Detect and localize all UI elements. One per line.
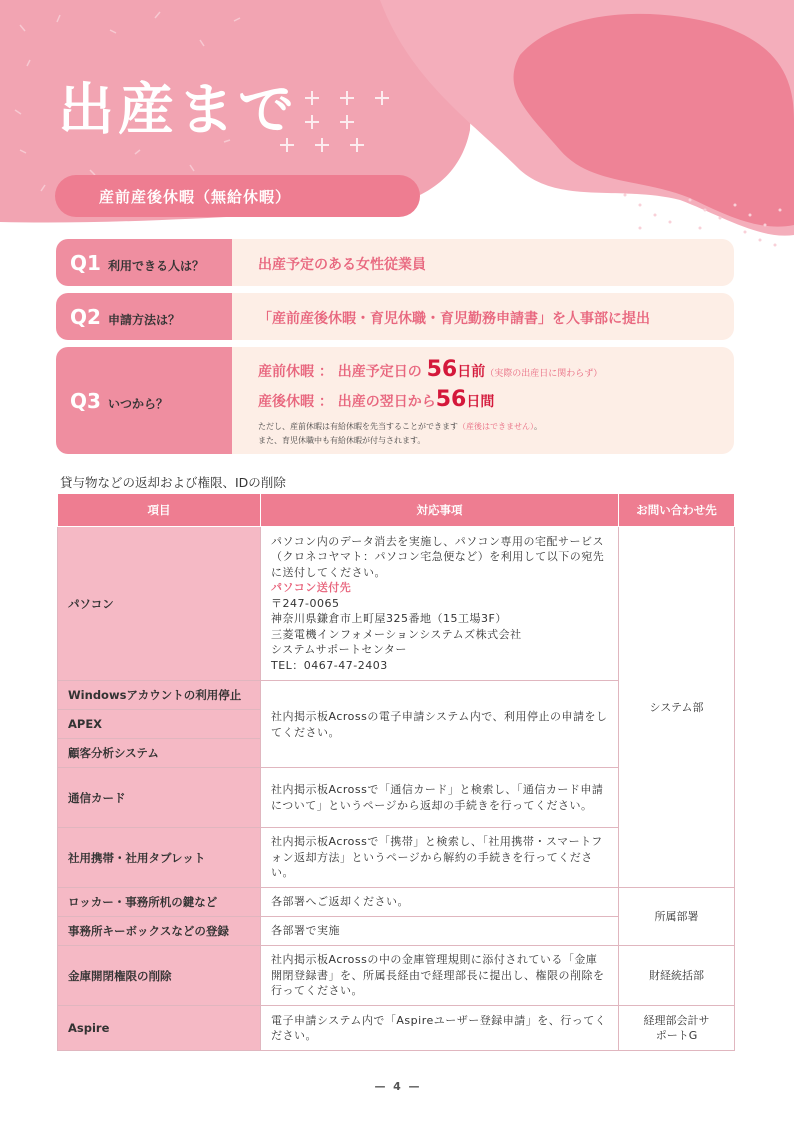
qa-row-q2 — [56, 293, 734, 340]
qa-row-q3 — [56, 347, 734, 454]
note-line-2: また、育児休職中も有給休暇が付与されます。 — [258, 436, 426, 445]
table-row — [58, 527, 735, 681]
row-contact: 経理部会計サポートG — [619, 1006, 735, 1051]
row-desc: 各部署へご返却ください。 — [261, 888, 619, 917]
row-desc: 社内掲示板Acrossの中の金庫管理規則に添付されている「金庫開閉登録書」を、所属長経由で経理部長に提出し、権限の削除を行ってください。 — [261, 946, 619, 1006]
header-contact: お問い合わせ先 — [619, 494, 735, 527]
table-row — [58, 1006, 735, 1051]
row-item: 通信カード — [58, 768, 261, 828]
q-number: Q3 — [70, 389, 101, 413]
table-title: 貸与物などの返却および権限、IDの削除 — [60, 475, 286, 490]
row-desc: パソコン内のデータ消去を実施し、パソコン専用の宅配サービス（クロネコヤマト：パソコン宅急便など）を利用して以下の宛先に送付してください。 パソコン送付先 〒247-0065 神奈川県鎌倉市上町屋325番地（15工場3F） 三菱電機インフォメーションシステムズ株式会社 システムサポートセンター TEL：0467-47-2403 — [261, 527, 619, 681]
q-answer: 「産前産後休暇・育児休職・育児勤務申請書」を人事部に提出 — [258, 311, 650, 327]
row-item: ロッカー・事務所机の鍵など — [58, 888, 261, 917]
row-item: 社用携帯・社用タブレット — [58, 828, 261, 888]
row-desc: 電子申請システム内で「Aspireユーザー登録申請」を、行ってください。 — [261, 1006, 619, 1051]
q-number: Q2 — [70, 305, 101, 329]
row-desc: 各部署で実施 — [261, 917, 619, 946]
q-number: Q1 — [70, 251, 101, 275]
row-desc: 社内掲示板Acrossの電子申請システム内で、利用停止の申請をしてください。 — [261, 681, 619, 768]
row-item: パソコン — [58, 527, 261, 681]
row-contact: システム部 — [619, 527, 735, 888]
row-desc: 社内掲示板Acrossで「携帯」と検索し、「社用携帯・スマートフォン返却方法」というページから解約の手続きを行ってください。 — [261, 828, 619, 888]
qa-row-q1 — [56, 239, 734, 286]
note-line-1: ただし、産前休暇は有給休暇を先当することができます（産後はできません）。 — [258, 422, 542, 431]
q-question: 申請方法は？ — [108, 313, 181, 327]
row-item: 顧客分析システム — [58, 739, 261, 768]
row-item: Windowsアカウントの利用停止 — [58, 681, 261, 710]
postnatal-days: 56 — [435, 387, 467, 412]
section-pill — [55, 175, 420, 217]
header-item: 項目 — [58, 494, 261, 527]
postnatal-leave-line: 産後休暇 ： 出産の翌日から56日間 — [258, 387, 495, 412]
q-answer: 出産予定のある女性従業員 — [258, 257, 426, 273]
row-desc: 社内掲示板Acrossで「通信カード」と検索し、「通信カード申請について」というページから返却の手続きを行ってください。 — [261, 768, 619, 828]
q-question: いつから？ — [108, 397, 169, 411]
page-number: — 4 — — [374, 1080, 420, 1093]
table-row — [58, 888, 735, 917]
row-item: APEX — [58, 710, 261, 739]
section-pill-label: 産前産後休暇（無給休暇） — [99, 188, 292, 206]
row-item: 金庫開閉権限の削除 — [58, 946, 261, 1006]
return-items-table — [57, 493, 735, 1051]
table-header-row — [58, 494, 735, 527]
row-item: 事務所キーボックスなどの登録 — [58, 917, 261, 946]
row-contact: 所属部署 — [619, 888, 735, 946]
q-question: 利用できる人は？ — [108, 259, 205, 273]
row-item: Aspire — [58, 1006, 261, 1051]
header-action: 対応事項 — [261, 494, 619, 527]
prenatal-days: 56 — [426, 357, 458, 382]
page-title: 出産まで — [58, 78, 298, 143]
table-row — [58, 946, 735, 1006]
prenatal-leave-line: 産前休暇 ： 出産予定日の 56日前（実際の出産日に関わらず） — [258, 357, 603, 382]
row-contact: 財経統括部 — [619, 946, 735, 1006]
